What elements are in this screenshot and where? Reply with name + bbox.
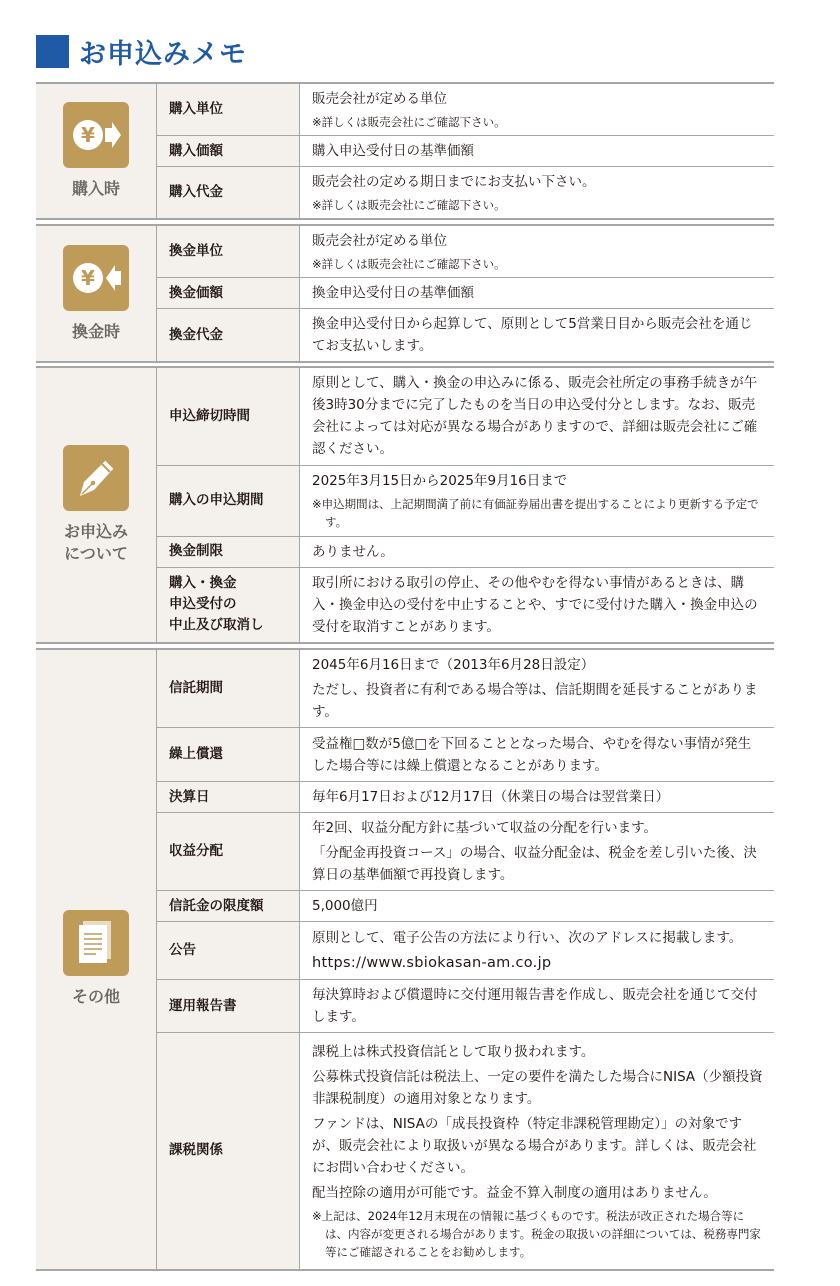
purchase-price-value: 購入申込受付日の基準価額: [300, 136, 775, 167]
early-redemption-value: 受益権□数が5億□を下回ることとなった場合、やむを得ない事情が発生した場合等には繰上償還となることがあります。: [300, 728, 775, 782]
redemption-unit-value: 販売会社が定める単位 ※詳しくは販売会社にご確認下さい。: [300, 225, 775, 278]
redemption-label: 換金時: [71, 321, 120, 341]
purchase-section: [36, 82, 774, 220]
settlement-date-label: 決算日: [157, 782, 300, 813]
pen-nib-icon: [63, 445, 129, 511]
svg-text:¥: ¥: [81, 123, 95, 147]
trust-period-value: 2045年6月16日まで（2013年6月28日設定） ただし、投資者に有利である場合等は、信託期間を延長することがあります。: [300, 649, 775, 728]
suspension-label: 購入・換金 申込受付の 中止及び取消し: [157, 567, 300, 643]
redemption-limit-value: ありません。: [300, 536, 775, 567]
purchase-payment-value: 販売会社の定める期日までにお支払い下さい。 ※詳しくは販売会社にご確認下さい。: [300, 167, 775, 220]
operation-report-value: 毎決算時および償還時に交付運用報告書を作成し、販売会社を通じて交付します。: [300, 980, 775, 1033]
yen-arrow-left-icon: [63, 245, 129, 311]
application-section: [36, 366, 774, 644]
redemption-limit-label: 換金制限: [157, 536, 300, 567]
purchase-payment-label: 購入代金: [157, 167, 300, 220]
operation-report-label: 運用報告書: [157, 980, 300, 1033]
application-period-value: 2025年3月15日から2025年9月16日まで ※申込期間は、上記期間満了前に有価証券届出書を提出することにより更新する予定です。: [300, 465, 775, 536]
other-section: [36, 648, 774, 1271]
public-notice-value: 原則として、電子公告の方法により行い、次のアドレスに掲載します。 https://www.sbiokasan-am.co.jp: [300, 922, 775, 980]
application-category: [36, 367, 157, 643]
purchase-unit-value: 販売会社が定める単位 ※詳しくは販売会社にご確認下さい。: [300, 83, 775, 136]
purchase-category: [36, 83, 157, 219]
yen-arrow-right-icon: [63, 102, 129, 168]
purchase-label: 購入時: [71, 179, 120, 198]
redemption-price-label: 換金価額: [157, 278, 300, 309]
suspension-value: 取引所における取引の停止、その他やむを得ない事情があるときは、購入・換金申込の受付を中止することや、すでに受付けた購入・換金申込の受付を取消すことがあります。: [300, 567, 775, 643]
redemption-category: [36, 225, 157, 362]
deadline-value: 原則として、購入・換金の申込みに係る、販売会社所定の事務手続きが午後3時30分までに完了したものを当日の申込受付分とします。なお、販売会社によっては対応が異なる場合がありますので、詳細は販売会社にご確認ください。: [300, 367, 775, 465]
redemption-unit-label: 換金単位: [157, 225, 300, 278]
distribution-label: 収益分配: [157, 813, 300, 891]
application-label: お申込み について: [63, 521, 128, 563]
redemption-price-value: 換金申込受付日の基準価額: [300, 278, 775, 309]
taxation-label: 課税関係: [157, 1033, 300, 1270]
redemption-section: [36, 224, 774, 363]
early-redemption-label: 繰上償還: [157, 728, 300, 782]
other-label: その他: [71, 987, 120, 1007]
redemption-payment-value: 換金申込受付日から起算して、原則として5営業日目から販売会社を通じてお支払いします。: [300, 309, 775, 363]
svg-text:¥: ¥: [81, 265, 95, 290]
application-period-label: 購入の申込期間: [157, 465, 300, 536]
trust-period-label: 信託期間: [157, 649, 300, 728]
trust-limit-value: 5,000億円: [300, 891, 775, 922]
trust-limit-label: 信託金の限度額: [157, 891, 300, 922]
page-title: [36, 31, 247, 71]
page-title-text: お申込みメモ: [79, 38, 247, 70]
title-square-icon: [36, 35, 69, 68]
document-icon: [63, 910, 129, 976]
deadline-label: 申込締切時間: [157, 367, 300, 465]
settlement-date-value: 毎年6月17日および12月17日（休業日の場合は翌営業日）: [300, 782, 775, 813]
redemption-payment-label: 換金代金: [157, 309, 300, 363]
public-notice-url: https://www.sbiokasan-am.co.jp: [312, 955, 552, 971]
public-notice-label: 公告: [157, 922, 300, 980]
purchase-price-label: 購入価額: [157, 136, 300, 167]
purchase-unit-label: 購入単位: [157, 83, 300, 136]
distribution-value: 年2回、収益分配方針に基づいて収益の分配を行います。 「分配金再投資コース」の場合、収益分配金は、税金を差し引いた後、決算日の基準価額で再投資します。: [300, 813, 775, 891]
taxation-value: 課税上は株式投資信託として取り扱われます。 公募株式投資信託は税法上、一定の要件を満たした場合にNISA（少額投資非課税制度）の適用対象となります。 ファンドは、NISAの「成長投資枠（特定非課税管理勘定）」の対象ですが、販売会社により取扱いが異なる場合があります。詳しくは、販売会社にお問い合わせください。 配当控除の適用が可能です。益金不算入制度の適用はありません。 ※上記は、2024年12月末現在の情報に基づくものです。税法が改正された場合等には、内容が変更される場合があります。税金の取扱いの詳細については、税務専門家等にご確認されることをお勧めします。: [300, 1033, 775, 1270]
other-category: [36, 649, 157, 1270]
